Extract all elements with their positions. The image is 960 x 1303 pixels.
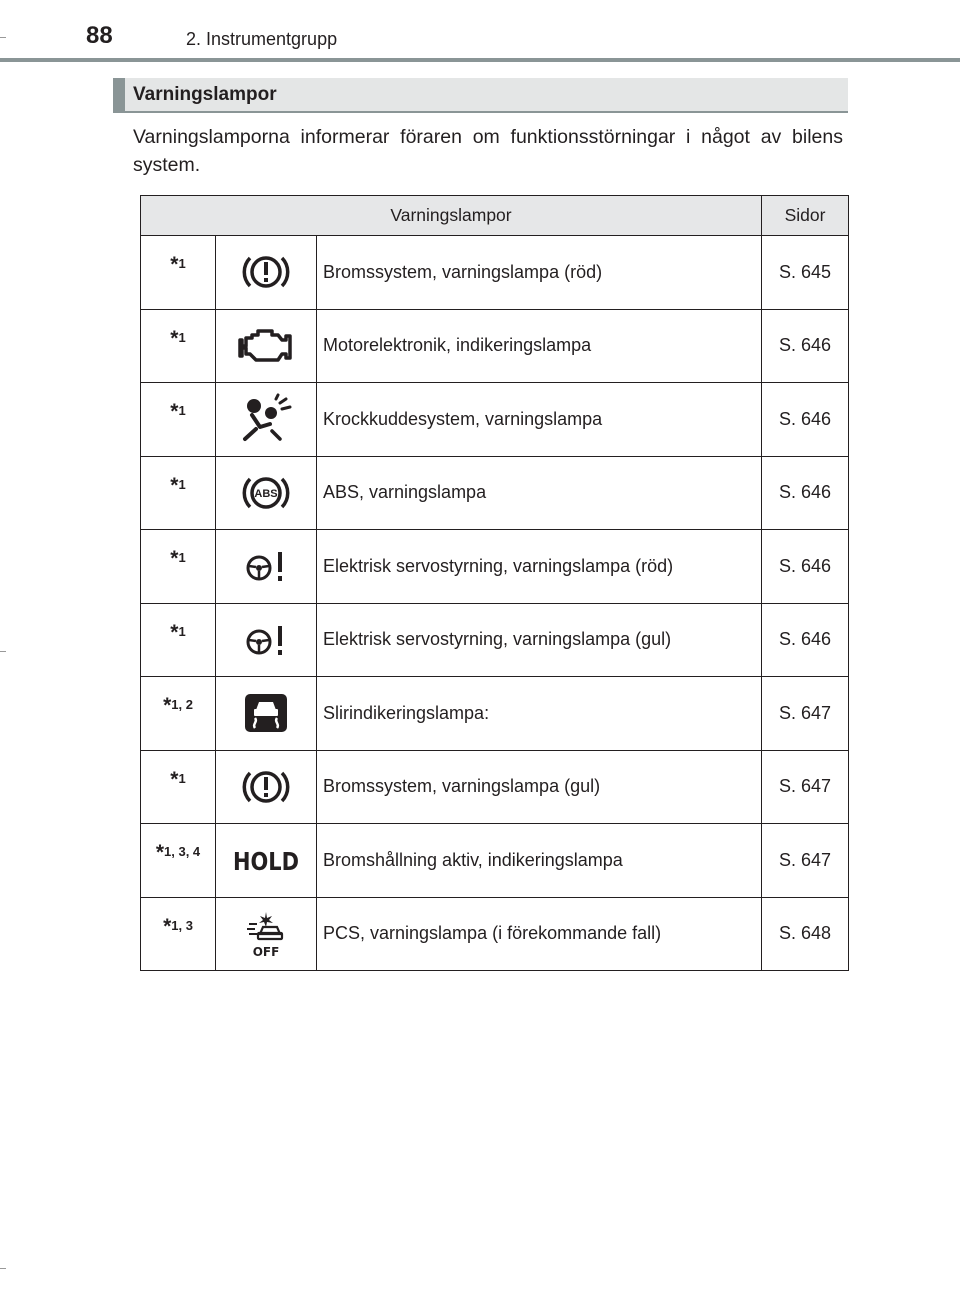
footnote-ref	[141, 456, 216, 530]
page-reference: S. 646	[762, 383, 849, 457]
power-steering-icon	[216, 530, 317, 604]
svg-text:OFF: OFF	[252, 944, 280, 959]
footnote-ref	[141, 603, 216, 677]
page-number: 88	[86, 22, 113, 49]
page-reference: S. 648	[762, 897, 849, 971]
column-header-lights: Varningslampor	[141, 196, 762, 236]
section-heading-bar	[113, 78, 848, 113]
section-title: Varningslampor	[133, 84, 277, 105]
footnote-number: 1	[178, 403, 186, 418]
brake-warning-icon	[216, 750, 317, 824]
footnote-number: 1	[178, 476, 186, 492]
footnote-ref	[141, 530, 216, 604]
footnote-number: 1	[178, 770, 186, 786]
light-description: Slirindikeringslampa:	[317, 677, 762, 751]
brake-warning-icon	[216, 236, 317, 310]
airbag-icon	[216, 383, 317, 457]
table-row	[141, 897, 849, 971]
page-reference: S. 645	[762, 236, 849, 310]
section-accent	[113, 78, 125, 111]
table-row	[141, 530, 849, 604]
footnote-star: *	[163, 694, 172, 717]
page-reference: S. 646	[762, 603, 849, 677]
footnote-number: 1	[178, 550, 186, 565]
table-row	[141, 309, 849, 383]
page-reference: S. 646	[762, 456, 849, 530]
svg-text:HOLD: HOLD	[233, 847, 299, 877]
footnote-number: 1, 2	[171, 697, 193, 712]
hold-icon	[216, 824, 317, 898]
light-description: Krockkuddesystem, varningslampa	[317, 383, 762, 457]
light-description: PCS, varningslampa (i förekommande fall)	[317, 897, 762, 971]
footnote-star: *	[170, 547, 179, 570]
light-description: Bromshållning aktiv, indikeringslampa	[317, 824, 762, 898]
footnote-ref	[141, 236, 216, 310]
slip-indicator-icon	[216, 677, 317, 751]
page-reference: S. 646	[762, 309, 849, 383]
table-row	[141, 603, 849, 677]
footnote-ref	[141, 750, 216, 824]
pcs-off-icon	[216, 897, 317, 971]
footnote-number: 1	[178, 623, 186, 639]
page-reference: S. 647	[762, 750, 849, 824]
table-header-row	[141, 196, 849, 236]
light-description: Motorelektronik, indikeringslampa	[317, 309, 762, 383]
table-row	[141, 824, 849, 898]
light-description: Bromssystem, varningslampa (röd)	[317, 236, 762, 310]
abs-icon	[216, 456, 317, 530]
footnote-ref	[141, 824, 216, 898]
footnote-star: *	[170, 326, 179, 350]
page-reference: S. 647	[762, 677, 849, 751]
footnote-ref	[141, 309, 216, 383]
footnote-number: 1, 3, 4	[164, 844, 201, 859]
header-rule	[0, 58, 960, 62]
engine-check-icon	[216, 309, 317, 383]
footnote-number: 1	[178, 256, 186, 271]
table-row	[141, 383, 849, 457]
crop-mark	[0, 37, 6, 38]
table-row	[141, 236, 849, 310]
footnote-ref	[141, 677, 216, 751]
footnote-star: *	[170, 253, 179, 276]
footnote-star: *	[155, 841, 165, 864]
footnote-star: *	[170, 400, 179, 423]
footnote-star: *	[170, 620, 179, 644]
light-description: Elektrisk servostyrning, varningslampa (röd)	[317, 530, 762, 604]
footnote-star: *	[170, 767, 179, 791]
page-reference: S. 647	[762, 824, 849, 898]
intro-paragraph: Varningslamporna informerar föraren om funktionsstörningar i något av bilens system.	[133, 126, 843, 176]
table-row	[141, 456, 849, 530]
table-row	[141, 750, 849, 824]
footnote-ref	[141, 383, 216, 457]
crop-mark	[0, 651, 6, 652]
light-description: Bromssystem, varningslampa (gul)	[317, 750, 762, 824]
warning-lights-table	[140, 195, 849, 971]
light-description: ABS, varningslampa	[317, 456, 762, 530]
table-row	[141, 677, 849, 751]
chapter-title: 2. Instrumentgrupp	[186, 29, 338, 49]
light-description: Elektrisk servostyrning, varningslampa (gul)	[317, 603, 762, 677]
power-steering-icon	[216, 603, 317, 677]
column-header-pages: Sidor	[762, 196, 849, 236]
svg-text:ABS: ABS	[254, 487, 278, 500]
footnote-number: 1	[178, 329, 186, 345]
footnote-star: *	[163, 914, 172, 938]
footnote-ref	[141, 897, 216, 971]
footnote-number: 1, 3	[171, 917, 193, 933]
crop-mark	[0, 1268, 6, 1269]
page-reference: S. 646	[762, 530, 849, 604]
footnote-star: *	[170, 473, 179, 497]
